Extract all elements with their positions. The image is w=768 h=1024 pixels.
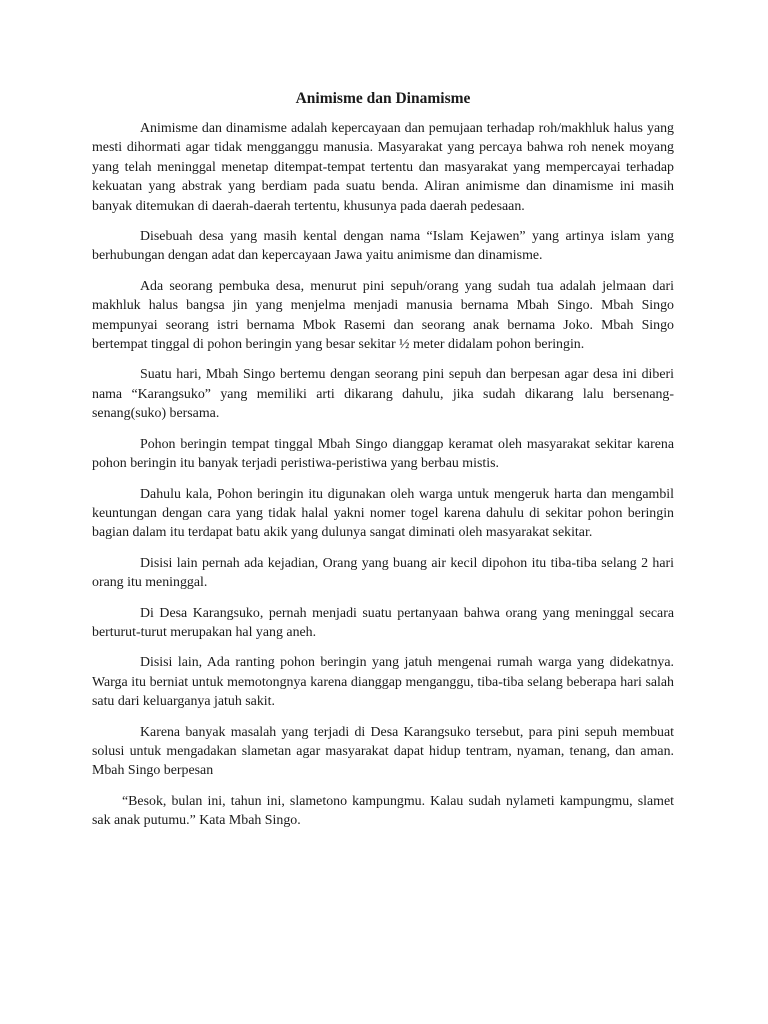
paragraph-10: Karena banyak masalah yang terjadi di Desa Karangsuko tersebut, para pini sepuh membuat solusi untuk mengadakan slametan agar masyarakat dapat hidup tentram, nyaman, tenang, dan aman. Mbah Singo berpesan [92,724,674,779]
paragraph-7: Disisi lain pernah ada kejadian, Orang yang buang air kecil dipohon itu tiba-tiba selang 2 hari orang itu meninggal. [92,555,674,591]
paragraph-6: Dahulu kala, Pohon beringin itu digunakan oleh warga untuk mengeruk harta dan mengambil keuntungan dengan cara yang tidak halal yakni nomer togel karena dahulu di sekitar pohon beringin bagian dalam itu terdapat batu akik yang dulunya sangat diminati oleh masyarakat sekitar. [92,486,674,541]
document-title: Animisme dan Dinamisme [295,90,471,107]
paragraph-5: Pohon beringin tempat tinggal Mbah Singo dianggap keramat oleh masyarakat sekitar karena pohon beringin itu banyak terjadi peristiwa-peristiwa yang berbau mistis. [92,436,674,472]
paragraph-4: Suatu hari, Mbah Singo bertemu dengan seorang pini sepuh dan berpesan agar desa ini diberi nama “Karangsuko” yang memiliki arti dikarang dahulu, jika sudah dikarang lalu bersenang-senang(suko) bersama. [92,367,674,422]
paragraph-3: Ada seorang pembuka desa, menurut pini sepuh/orang yang sudah tua adalah jelmaan dari makhluk halus bangsa jin yang menjelma menjadi manusia bernama Mbah Singo. Mbah Singo mempunyai seorang istri bernama Mbok Rasemi dan seorang anak bernama Joko. Mbah Singo bertempat tinggal di pohon beringin yang besar sekitar ½ meter didalam pohon beringin. [92,278,674,353]
paragraph-2: Disebuah desa yang masih kental dengan nama “Islam Kejawen” yang artinya islam yang berhubungan dengan adat dan kepercayaan Jawa yaitu animisme dan dinamisme. [92,229,674,264]
paragraph-quote: “Besok, bulan ini, tahun ini, slametono kampungmu. Kalau sudah nylameti kampungmu, slamet sak anak putumu.” Kata Mbah Singo. [92,793,674,829]
paragraph-1: Animisme dan dinamisme adalah kepercayaan dan pemujaan terhadap roh/makhluk halus yang mesti dihormati agar tidak mengganggu manusia. Masyarakat yang percaya bahwa roh nenek moyang yang telah meninggal menetap ditempat-tempat tertentu dan masyarakat yang mempercayai terhadap kekuatan yang abstrak yang berdiam pada suatu benda. Aliran animisme dan dinamisme ini masih banyak ditemukan di daerah-daerah tertentu, khusunya pada daerah pedesaan. [92,121,674,214]
paragraph-8: Di Desa Karangsuko, pernah menjadi suatu pertanyaan bahwa orang yang meninggal secara berturut-turut merupakan hal yang aneh. [92,605,674,640]
document-page [92,88,674,842]
paragraph-9: Disisi lain, Ada ranting pohon beringin yang jatuh mengenai rumah warga yang didekatnya. Warga itu berniat untuk memotongnya karena dianggap menganggu, tiba-tiba selang beberapa hari salah satu dari keluarganya jatuh sakit. [92,655,674,710]
